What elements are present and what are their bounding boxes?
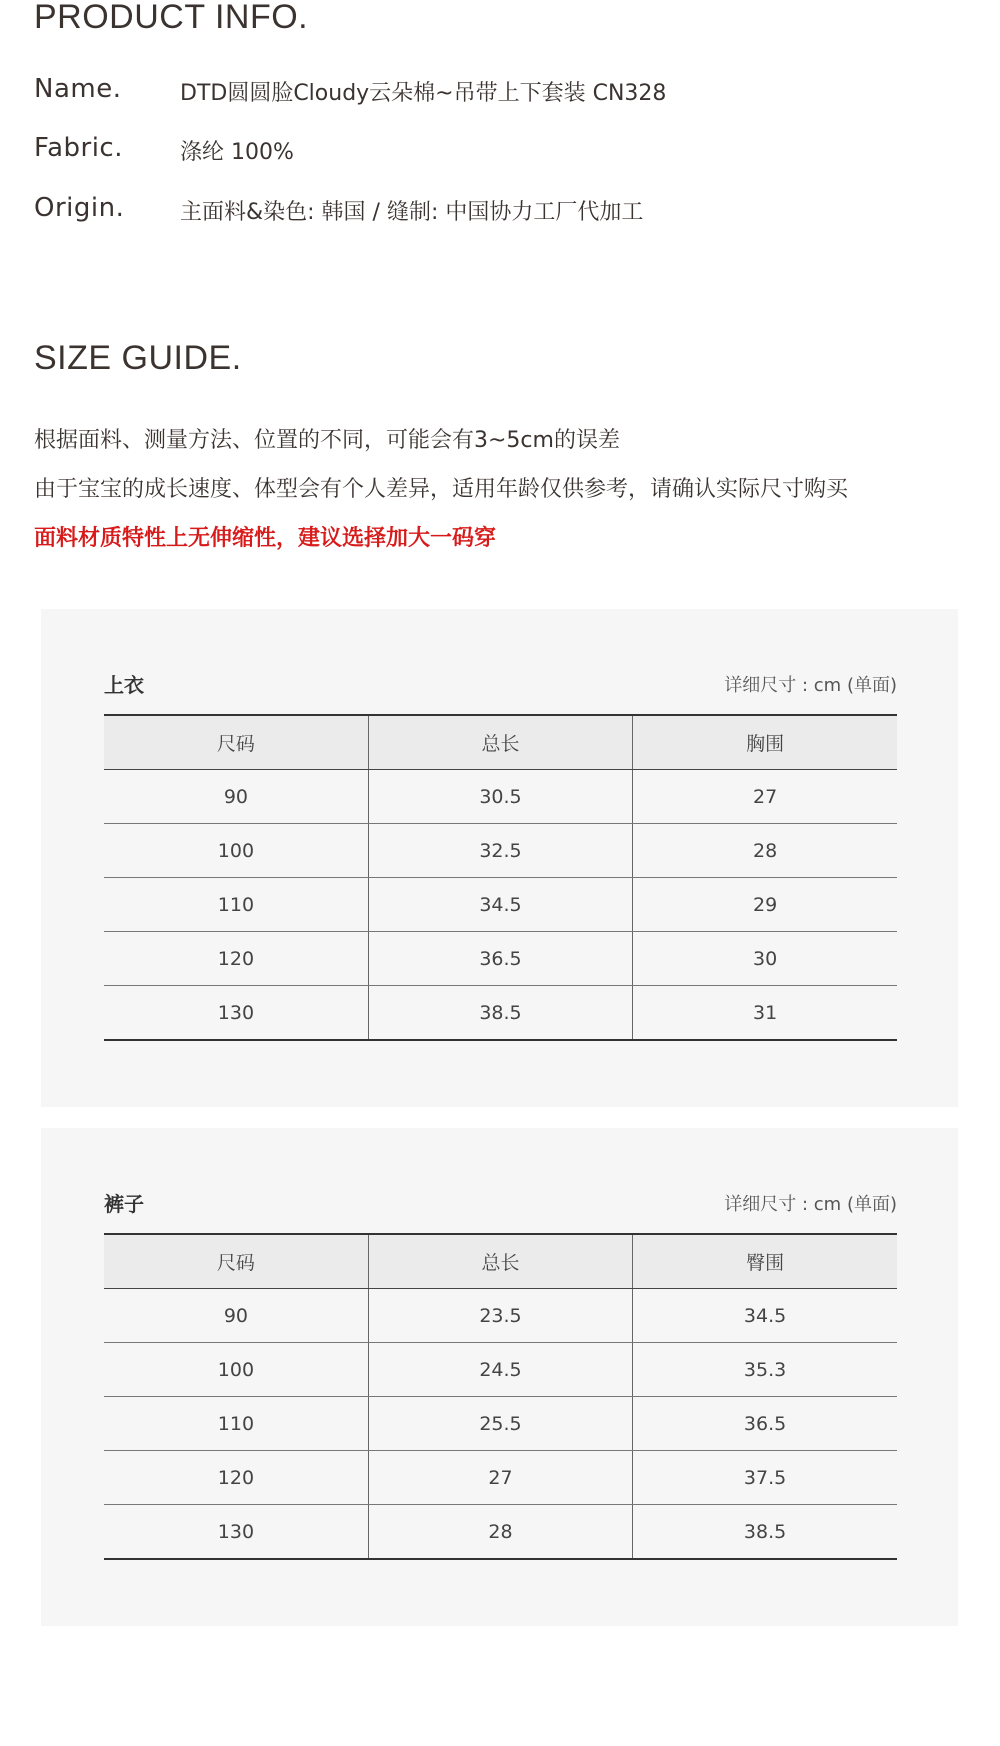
table-row: [104, 770, 897, 824]
cell-length: 34.5: [368, 878, 632, 932]
cell-size: 130: [104, 1505, 368, 1560]
top-size-table: [104, 714, 897, 1041]
cell-length: 25.5: [368, 1397, 632, 1451]
cell-chest: 27: [633, 770, 897, 824]
cell-size: 110: [104, 878, 368, 932]
header-size: 尺码: [104, 715, 368, 770]
info-row-fabric: [34, 133, 934, 173]
name-value: DTD圆圆脸Cloudy云朵棉~吊带上下套装 CN328: [180, 81, 667, 106]
name-label: Name.: [34, 74, 122, 104]
cell-chest: 28: [633, 824, 897, 878]
cell-length: 30.5: [368, 770, 632, 824]
size-note-age-reference: 由于宝宝的成长速度、体型会有个人差异，适用年龄仅供参考，请确认实际尺寸购买: [34, 477, 849, 502]
info-row-origin: [34, 193, 934, 233]
table-row: [104, 878, 897, 932]
table-header-row: [104, 1234, 897, 1289]
cell-size: 130: [104, 986, 368, 1041]
table-row: [104, 1289, 897, 1343]
cell-size: 120: [104, 932, 368, 986]
cell-length: 28: [368, 1505, 632, 1560]
cell-size: 110: [104, 1397, 368, 1451]
info-row-name: [34, 74, 934, 114]
header-length: 总长: [368, 715, 632, 770]
cell-hip: 37.5: [633, 1451, 897, 1505]
cell-size: 120: [104, 1451, 368, 1505]
header-size: 尺码: [104, 1234, 368, 1289]
cell-hip: 34.5: [633, 1289, 897, 1343]
top-size-card: [41, 609, 958, 1107]
table-row: [104, 932, 897, 986]
pants-table-unit: 详细尺寸 : cm (单面): [724, 1194, 897, 1215]
header-length: 总长: [368, 1234, 632, 1289]
cell-chest: 29: [633, 878, 897, 932]
table-row: [104, 1451, 897, 1505]
cell-chest: 30: [633, 932, 897, 986]
top-table-title: 上衣: [104, 673, 144, 697]
cell-length: 24.5: [368, 1343, 632, 1397]
size-note-error-margin: 根据面料、测量方法、位置的不同，可能会有3~5cm的误差: [34, 428, 620, 453]
origin-label: Origin.: [34, 193, 125, 223]
cell-size: 90: [104, 770, 368, 824]
cell-hip: 36.5: [633, 1397, 897, 1451]
size-note-size-up-warning: 面料材质特性上无伸缩性，建议选择加大一码穿: [34, 526, 497, 551]
origin-value: 主面料&染色: 韩国 / 缝制: 中国协力工厂代加工: [180, 200, 644, 225]
pants-size-card: [41, 1128, 958, 1626]
cell-hip: 35.3: [633, 1343, 897, 1397]
table-row: [104, 1343, 897, 1397]
size-guide-title: SIZE GUIDE.: [34, 339, 242, 377]
top-table-unit: 详细尺寸 : cm (单面): [724, 675, 897, 696]
cell-size: 100: [104, 824, 368, 878]
header-hip: 臀围: [633, 1234, 897, 1289]
cell-chest: 31: [633, 986, 897, 1041]
fabric-label: Fabric.: [34, 133, 123, 163]
table-row: [104, 986, 897, 1041]
table-header-row: [104, 715, 897, 770]
cell-length: 23.5: [368, 1289, 632, 1343]
fabric-value: 涤纶 100%: [180, 140, 294, 165]
table-row: [104, 824, 897, 878]
cell-size: 90: [104, 1289, 368, 1343]
cell-length: 36.5: [368, 932, 632, 986]
cell-hip: 38.5: [633, 1505, 897, 1560]
product-info-title: PRODUCT INFO.: [34, 0, 309, 36]
cell-length: 38.5: [368, 986, 632, 1041]
table-row: [104, 1505, 897, 1560]
cell-length: 32.5: [368, 824, 632, 878]
pants-size-table: [104, 1233, 897, 1560]
cell-length: 27: [368, 1451, 632, 1505]
cell-size: 100: [104, 1343, 368, 1397]
table-row: [104, 1397, 897, 1451]
pants-table-title: 裤子: [104, 1192, 144, 1216]
header-chest: 胸围: [633, 715, 897, 770]
